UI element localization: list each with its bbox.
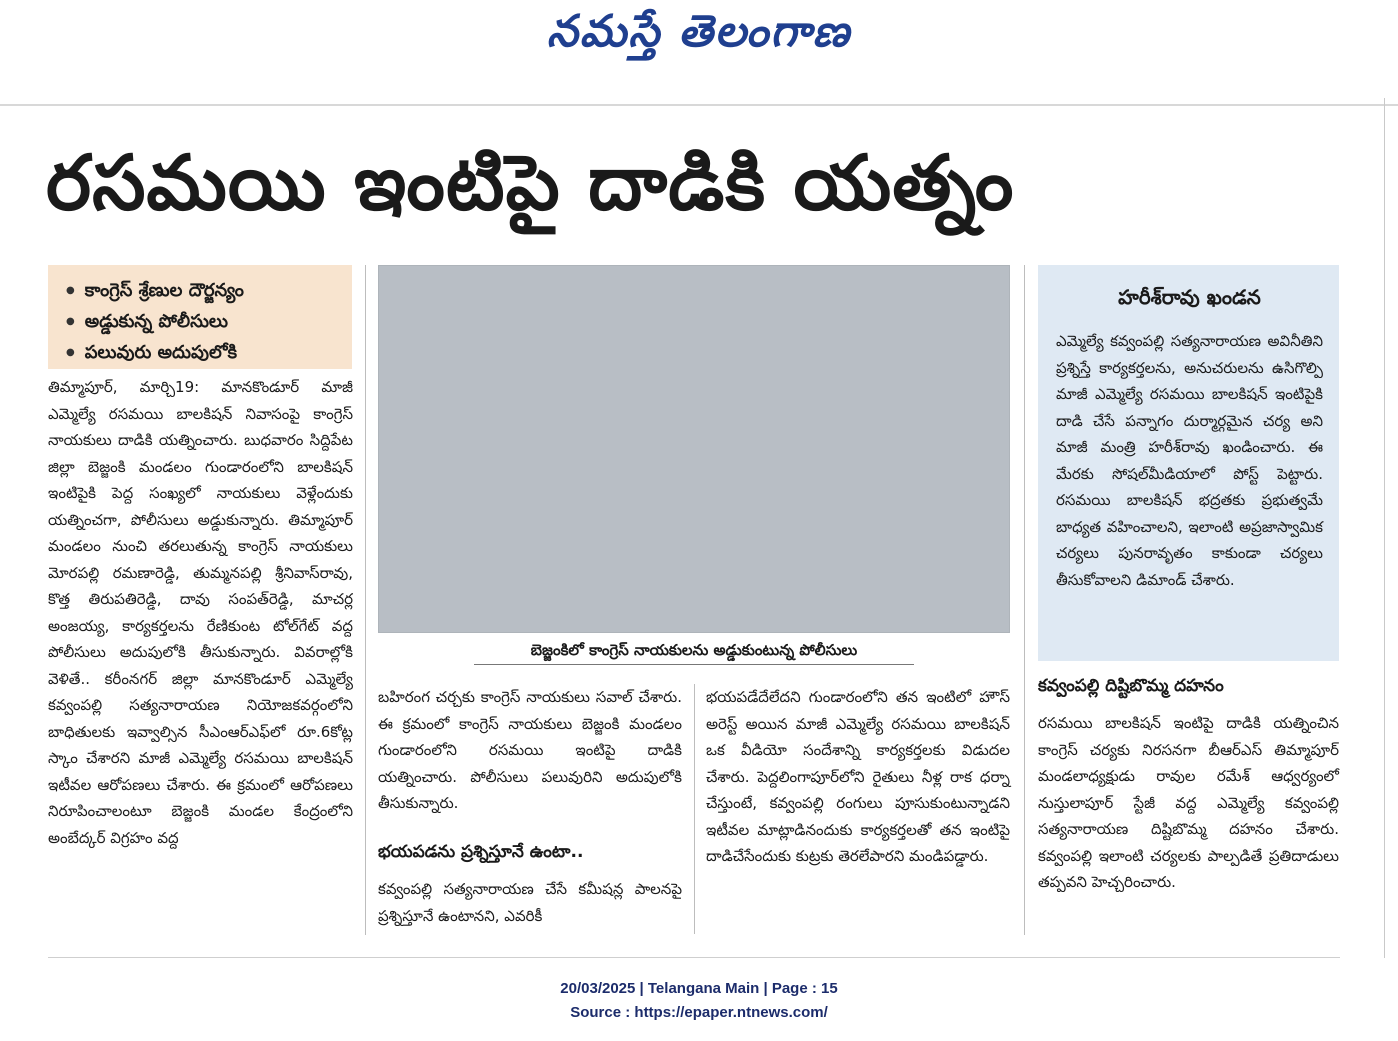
article-paragraph: కవ్వంపల్లి సత్యనారాయణ చేసే కమీషన్ల పాలనపై ప్రశ్నిస్తూనే ఉంటానని, ఎవరికీ	[378, 880, 682, 925]
footer-source-link[interactable]: Source : https://epaper.ntnews.com/	[570, 1004, 828, 1021]
highlight-item: ● అడ్డుకున్న పోలీసులు	[66, 306, 352, 337]
caption-underline	[474, 664, 914, 665]
article-paragraph: బహిరంగ చర్చకు కాంగ్రెస్ నాయకులు సవాల్ చేశారు. ఈ క్రమంలో కాంగ్రెస్ నాయకులు బెజ్జంకి మండలం గుండారంలోని రసమయి ఇంటిపై దాడికి యత్నించారు. పోలీసులు పలువురిని అదుపులోకి తీసుకున్నారు.	[378, 688, 682, 812]
article-column-3	[706, 684, 1010, 934]
newspaper-logo: నమస్తే తెలంగాణ	[546, 6, 852, 57]
masthead	[0, 0, 1398, 80]
column-divider	[365, 265, 366, 935]
news-photo-illustration	[379, 266, 1010, 633]
column-divider	[1024, 265, 1025, 935]
article-paragraph: రసమయి బాలకిషన్ ఇంటిపై దాడికి యత్నించిన కాంగ్రెస్ చర్యకు నిరసనగా బీఆర్‌ఎస్ తిమ్మాపూర్ మండలాధ్యక్షుడు రావుల రమేశ్ ఆధ్వర్యంలో నుస్తులాపూర్ స్టేజీ వద్ద ఎమ్మెల్యే కవ్వంపల్లి సత్యనారాయణ దిష్టిబొమ్మ దహనం చేశారు. కవ్వంపల్లి ఇలాంటి చర్యలకు పాల్పడితే ప్రతిదాడులు తప్పవని హెచ్చరించారు.	[1038, 714, 1339, 891]
highlight-item: ● పలువురు అదుపులోకి	[66, 337, 352, 368]
article-column-4	[1038, 710, 1339, 930]
article-paragraph: భయపడేదేలేదని గుండారంలోని తన ఇంటిలో హౌస్ అరెస్ట్ అయిన మాజీ ఎమ్మెల్యే రసమయి బాలకిషన్ ఒక వీడియో సందేశాన్ని కార్యకర్తలకు విడుదల చేశారు. పెద్దలింగాపూర్‌లోని రైతులు నీళ్ల రాక ధర్నా చేస్తుంటే, కవ్వంపల్లి రంగులు పూసుకుంటున్నాడని ఇటీవల మాట్లాడినందుకు కార్యకర్తలతో తన ఇంటిపై దాడిచేసేందుకు కుట్రకు తెరలేపారని మండిపడ్డారు.	[706, 688, 1010, 865]
page-edge-line	[1384, 98, 1385, 958]
photo-caption: బెజ్జంకిలో కాంగ్రెస్ నాయకులను అడ్డుకుంటున్న పోలీసులు	[530, 641, 858, 659]
footer-edition-info: 20/03/2025 | Telangana Main | Page : 15	[560, 980, 838, 997]
column-divider	[694, 684, 695, 934]
subheading: కవ్వంపల్లి దిష్టిబొమ్మ దహనం	[1038, 676, 1224, 696]
news-photo	[378, 265, 1010, 633]
article-column-2-continued	[378, 876, 682, 934]
page-bottom-rule	[48, 957, 1340, 958]
article-paragraph: తిమ్మాపూర్, మార్చి19: మానకొండూర్ మాజీ ఎమ్మెల్యే రసమయి బాలకిషన్ నివాసంపై కాంగ్రెస్ నాయకులు దాడికి యత్నించారు. బుధవారం సిద్దిపేట జిల్లా బెజ్జంకి మండలం గుండారంలోని బాలకిషన్ ఇంటిపైకి పెద్ద సంఖ్యలో నాయకులు వెళ్లేందుకు యత్నించగా, పోలీసులు అడ్డుకున్నారు. తిమ్మాపూర్ మండలం నుంచి తరలుతున్న కాంగ్రెస్ నాయకులు మోరపల్లి రమణారెడ్డి, తుమ్మనపల్లి శ్రీనివాస్‌రావు, కొత్త తిరుపతిరెడ్డి, దావు సంపత్‌రెడ్డి, మాచర్ల అంజయ్య, కార్యకర్తలను రేణికుంట టోల్‌గేట్ వద్ద పోలీసులు అదుపులోకి తీసుకున్నారు. వివరాల్లోకి వెళితే.. కరీంనగర్ జిల్లా మానకొండూర్ ఎమ్మెల్యే కవ్వంపల్లి సత్యనారాయణ నియోజకవర్గంలోని బాధితులకు ఇవ్వాల్సిన సీఎంఆర్‌ఎఫ్‌లో రూ.6కోట్ల స్కాం చేశారని మాజీ ఎమ్మెల్యే రసమయి బాలకిషన్ ఇటీవల ఆరోపణలు చేశారు. ఈ క్రమంలో ఆరోపణలు నిరూపించాలంటూ బెజ్జంకి మండల కేంద్రంలోని అంబేద్కర్ విగ్రహం వద్ద	[48, 378, 353, 847]
article-column-2	[378, 684, 682, 834]
subheading: భయపడను ప్రశ్నిస్తూనే ఉంటా..	[378, 842, 584, 862]
article-headline: రసమయి ఇంటిపై దాడికి యత్నం	[46, 138, 1015, 227]
highlight-item: ● కాంగ్రెస్ శ్రేణుల దౌర్జన్యం	[66, 275, 352, 306]
sidebar-body: ఎమ్మెల్యే కవ్వంపల్లి సత్యనారాయణ అవినీతిని ప్రశ్నిస్తే కార్యకర్తలను, అనుచరులను ఉసిగొల్పి మాజీ ఎమ్మెల్యే రసమయి బాలకిషన్ ఇంటిపైకి దాడి చేసే పన్నాగం దుర్మార్గమైన చర్య అని మాజీ మంత్రి హరీశ్‌రావు ఖండించారు. ఈ మేరకు సోషల్‌మీడియాలో పోస్ట్ పెట్టారు. రసమయి బాలకిషన్ భద్రతకు ప్రభుత్వమే బాధ్యత వహించాలని, ఇలాంటి అప్రజాస్వామిక చర్యలు పునరావృతం కాకుండా చర్యలు తీసుకోవాలని డిమాండ్ చేశారు.	[1056, 332, 1323, 589]
sidebar-title: హరీశ్‌రావు ఖండన	[1118, 285, 1261, 309]
highlights-box	[48, 265, 352, 369]
sidebar-box	[1038, 265, 1339, 661]
article-column-1	[48, 374, 353, 934]
masthead-divider	[0, 104, 1398, 106]
